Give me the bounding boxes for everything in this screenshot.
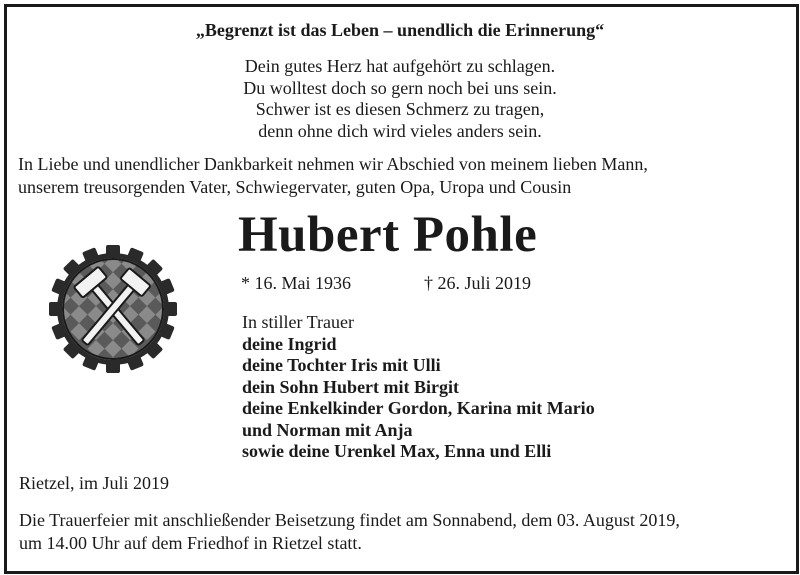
mourners-list xyxy=(242,312,595,463)
mourner-line: sowie deine Urenkel Max, Enna und Elli xyxy=(242,441,552,461)
intro-line: In Liebe und unendlicher Dankbarkeit nehmen wir Abschied von meinem lieben Mann, xyxy=(18,154,648,174)
funeral-line: Die Trauerfeier mit anschließender Beisetzung findet am Sonnabend, dem 03. August 2019, xyxy=(19,510,680,530)
deceased-name: Hubert Pohle xyxy=(238,207,538,263)
farewell-intro xyxy=(18,153,773,198)
mourner-line: dein Sohn Hubert mit Birgit xyxy=(242,376,460,397)
mourning-intro: In stiller Trauer xyxy=(242,312,354,332)
funeral-info xyxy=(19,509,774,554)
funeral-line: um 14.00 Uhr auf dem Friedhof in Rietzel statt. xyxy=(19,532,362,553)
intro-line: unserem treusorgenden Vater, Schwiegervater, guten Opa, Uropa und Cousin xyxy=(18,176,572,197)
mourner-line: deine Tochter Iris mit Ulli xyxy=(242,355,441,375)
motto-quote: „Begrenzt ist das Leben – unendlich die Erinnerung“ xyxy=(195,20,605,40)
mourner-line: deine Enkelkinder Gordon, Karina mit Mario xyxy=(242,398,595,418)
poem-line: Du wolltest doch so gern noch bei uns sein. xyxy=(243,77,557,98)
poem xyxy=(0,56,800,142)
mourner-line: deine Ingrid xyxy=(242,333,337,354)
poem-line: Schwer ist es diesen Schmerz zu tragen, xyxy=(255,99,545,119)
place-and-date: Rietzel, im Juli 2019 xyxy=(19,473,169,493)
mourner-line: und Norman mit Anja xyxy=(242,419,413,440)
poem-line: Dein gutes Herz hat aufgehört zu schlagen. xyxy=(244,56,556,76)
death-date: † 26. Juli 2019 xyxy=(424,273,532,293)
birth-date: * 16. Mai 1936 xyxy=(241,273,351,293)
miner-hammer-and-pick-icon xyxy=(47,243,179,375)
poem-line: denn ohne dich wird vieles anders sein. xyxy=(258,120,542,141)
